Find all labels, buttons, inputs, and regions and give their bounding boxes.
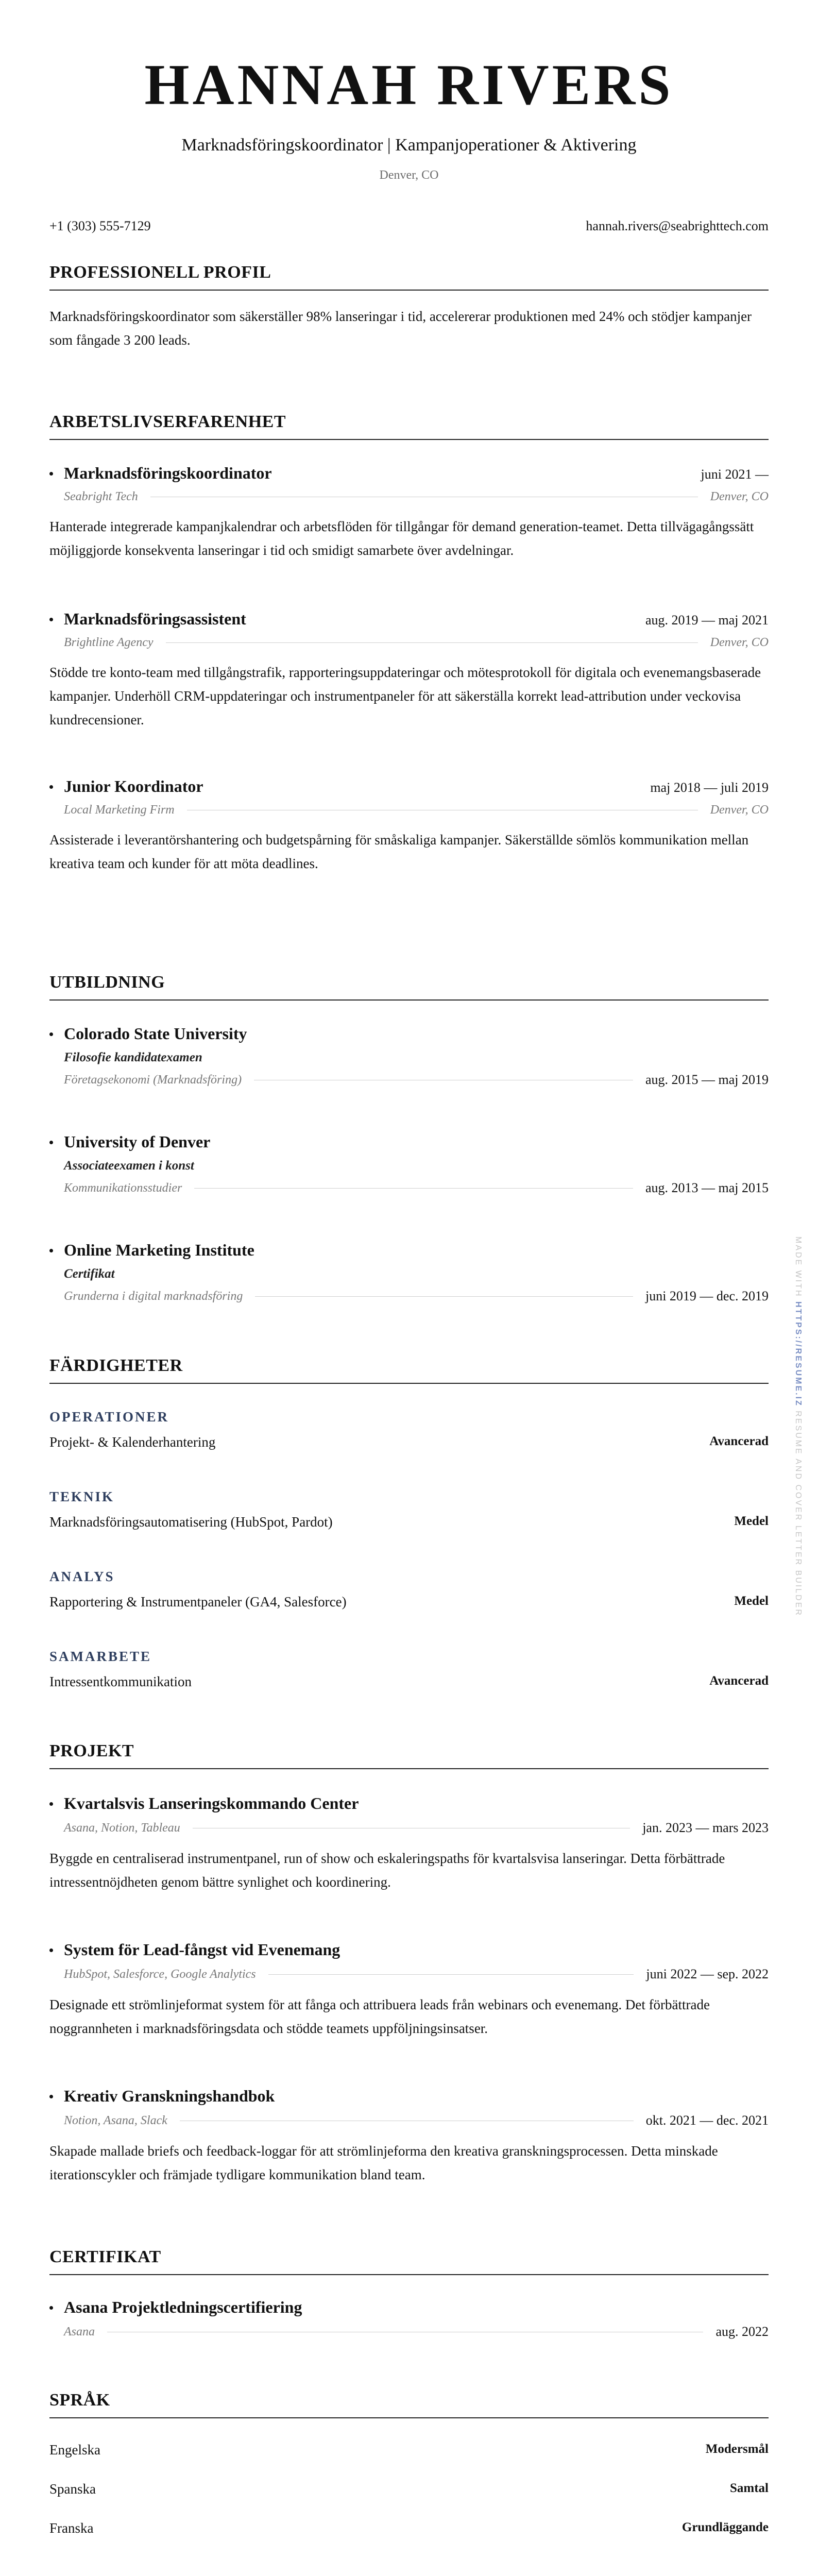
- skill-name: Marknadsföringsautomatisering (HubSpot, Pardot): [49, 1514, 333, 1530]
- education-dates: juni 2019 — dec. 2019: [645, 1289, 769, 1303]
- degree: Associateexamen i konst: [64, 1159, 194, 1173]
- project-name: Kreativ Granskningshandbok: [49, 2087, 769, 2106]
- skill-level: Medel: [734, 1514, 769, 1528]
- email-address[interactable]: hannah.rivers@seabrighttech.com: [586, 218, 769, 234]
- language-row: [49, 2442, 769, 2458]
- builder-watermark: [792, 1236, 803, 1700]
- skill-group: [49, 1409, 769, 1450]
- language-name: Engelska: [49, 2442, 100, 2458]
- project-tools: Notion, Asana, Slack: [64, 2113, 167, 2127]
- education-dates: aug. 2013 — maj 2015: [645, 1180, 769, 1195]
- job-location: Denver, CO: [710, 490, 769, 503]
- projects-section: [49, 1741, 769, 1769]
- skill-category: TEKNIK: [49, 1489, 115, 1504]
- project-name: System för Lead-fångst vid Evenemang: [49, 1940, 769, 1959]
- school-name: Colorado State University: [49, 1024, 769, 1043]
- skill-category: ANALYS: [49, 1569, 115, 1584]
- employer: Seabright Tech: [64, 490, 138, 503]
- project-dates: jan. 2023 — mars 2023: [642, 1820, 769, 1835]
- skill-group: [49, 1569, 769, 1610]
- job-description: Hanterade integrerade kampanjkalendrar och arbetsflöden för tillgångar för demand generation-teamet. Detta tillvägagångssätt möjliggjorde konsekventa lanseringar i tid och smidigt samarbete över avdelningar.: [49, 519, 754, 558]
- skill-name: Rapportering & Instrumentpaneler (GA4, Salesforce): [49, 1594, 347, 1609]
- phone-number[interactable]: +1 (303) 555-7129: [49, 218, 151, 234]
- project-description: Skapade mallade briefs och feedback-loggar för att strömlinjeforma den kreativa granskningsprocessen. Detta minskade iterationscykler och främjade tydligare kommunikation bland team.: [49, 2143, 718, 2182]
- skill-name: Intressentkommunikation: [49, 1674, 192, 1689]
- language-row: [49, 2481, 769, 2497]
- skill-group: [49, 1489, 769, 1530]
- field-of-study: Grunderna i digital marknadsföring: [64, 1289, 243, 1303]
- experience-item: [49, 609, 769, 732]
- language-name: Spanska: [49, 2481, 96, 2497]
- skill-level: Medel: [734, 1594, 769, 1608]
- skill-name: Projekt- & Kalenderhantering: [49, 1434, 216, 1450]
- job-location: Denver, CO: [710, 636, 769, 649]
- certificates-section: [49, 2247, 769, 2275]
- project-description: Byggde en centraliserad instrumentpanel, run of show och eskaleringspaths för kvartalsvisa lanseringar. Detta förbättrade intressentnöjdheten genom bättre synlighet och koordinering.: [49, 1851, 725, 1890]
- job-description: Stödde tre konto-team med tillgångstrafik, rapporteringsuppdateringar och mötesprotokoll för digitala och evenemangsbaserade kampanjer. Underhöll CRM-uppdateringar och instrumentpaneler för att säkerställa korrekt lead-attribution under veckovisa kundrecensioner.: [49, 665, 761, 727]
- divider-line: [166, 642, 698, 643]
- project-tools: HubSpot, Salesforce, Google Analytics: [64, 1967, 256, 1981]
- language-row: [49, 2520, 769, 2536]
- section-title-education: UTBILDNING: [49, 973, 769, 1001]
- school-name: University of Denver: [49, 1132, 769, 1151]
- education-item: [49, 1241, 769, 1304]
- certificate-name: Asana Projektledningscertifiering: [49, 2298, 769, 2317]
- section-title-profile: PROFESSIONELL PROFIL: [49, 263, 769, 291]
- project-name: Kvartalsvis Lanseringskommando Center: [49, 1794, 769, 1813]
- project-item: [49, 1794, 769, 1894]
- candidate-headline: Marknadsföringskoordinator | Kampanjoperationer & Aktivering: [181, 135, 637, 155]
- degree: Certifikat: [64, 1267, 115, 1281]
- language-level: Grundläggande: [681, 2520, 769, 2534]
- education-dates: aug. 2015 — maj 2019: [645, 1072, 769, 1087]
- project-tools: Asana, Notion, Tableau: [64, 1821, 180, 1835]
- skill-category: SAMARBETE: [49, 1649, 152, 1664]
- candidate-name: HANNAH RIVERS: [144, 53, 674, 117]
- watermark-link[interactable]: HTTPS://RESUME.IZ: [794, 1301, 803, 1407]
- skills-section: [49, 1356, 769, 1384]
- section-title-skills: FÄRDIGHETER: [49, 1356, 769, 1384]
- employer: Local Marketing Firm: [64, 803, 175, 817]
- watermark-suffix: RESUME AND COVER LETTER BUILDER: [794, 1411, 803, 1617]
- project-item: [49, 2087, 769, 2187]
- degree: Filosofie kandidatexamen: [64, 1050, 202, 1064]
- project-dates: okt. 2021 — dec. 2021: [645, 2113, 769, 2128]
- language-name: Franska: [49, 2520, 94, 2536]
- profile-section: [49, 263, 769, 352]
- divider-line: [268, 1974, 634, 1975]
- section-title-certificates: CERTIFIKAT: [49, 2247, 769, 2275]
- profile-text: Marknadsföringskoordinator som säkerställer 98% lanseringar i tid, accelererar produktionen med 24% och stödjer kampanjer som fångade 3 200 leads.: [49, 309, 752, 348]
- school-name: Online Marketing Institute: [49, 1241, 769, 1260]
- contact-row: [49, 218, 769, 234]
- section-title-projects: PROJEKT: [49, 1741, 769, 1769]
- job-dates: juni 2021 —: [701, 467, 769, 482]
- experience-section: [49, 412, 769, 440]
- job-title: Marknadsföringskoordinator: [49, 464, 272, 483]
- field-of-study: Företagsekonomi (Marknadsföring): [64, 1073, 242, 1087]
- employer: Brightline Agency: [64, 636, 154, 649]
- job-title: Marknadsföringsassistent: [49, 609, 246, 629]
- skill-category: OPERATIONER: [49, 1409, 169, 1425]
- skill-level: Avancerad: [709, 1674, 769, 1688]
- certificate-item: [49, 2298, 769, 2340]
- experience-item: [49, 777, 769, 876]
- job-dates: aug. 2019 — maj 2021: [645, 613, 769, 628]
- resume-page: [49, 0, 769, 2536]
- job-dates: maj 2018 — juli 2019: [650, 780, 769, 795]
- certificate-issuer: Asana: [64, 2325, 95, 2338]
- divider-line: [194, 1188, 633, 1189]
- divider-line: [255, 1296, 633, 1297]
- education-item: [49, 1132, 769, 1196]
- field-of-study: Kommunikationsstudier: [64, 1181, 182, 1195]
- experience-item: [49, 464, 769, 563]
- language-level: Samtal: [730, 2481, 769, 2495]
- candidate-location: Denver, CO: [379, 168, 439, 182]
- watermark-prefix: MADE WITH: [794, 1236, 803, 1298]
- language-level: Modersmål: [705, 2442, 769, 2456]
- skill-level: Avancerad: [709, 1434, 769, 1448]
- job-description: Assisterade i leverantörshantering och budgetspårning för småskaliga kampanjer. Säkerställde sömlös kommunikation mellan kreativa team och kunder för att möta deadlines.: [49, 832, 749, 871]
- skill-group: [49, 1649, 769, 1690]
- job-location: Denver, CO: [710, 803, 769, 817]
- languages-section: [49, 2391, 769, 2418]
- project-description: Designade ett strömlinjeformat system för att fånga och attribuera leads från webinars och evenemang. Det förbättrade noggrannheten i marknadsföringsdata och stödde teamets uppföljningsinsatser.: [49, 1997, 710, 2036]
- project-item: [49, 1940, 769, 2041]
- education-section: [49, 973, 769, 1001]
- section-title-languages: SPRÅK: [49, 2391, 769, 2418]
- section-title-experience: ARBETSLIVSERFARENHET: [49, 412, 769, 440]
- education-item: [49, 1024, 769, 1088]
- certificate-date: aug. 2022: [715, 2324, 769, 2339]
- project-dates: juni 2022 — sep. 2022: [646, 1967, 769, 1981]
- job-title: Junior Koordinator: [49, 777, 203, 796]
